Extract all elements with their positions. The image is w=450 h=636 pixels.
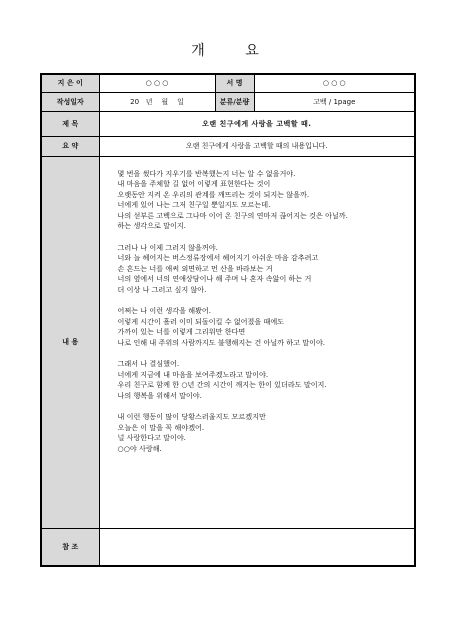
content-line: 손 흔드는 너를 애써 외면하고 먼 산을 바라보는 거 [117,263,273,273]
signature-label: 서 명 [215,74,254,92]
content-line: 나로 인해 내 주위의 사람까지도 불행해지는 건 아닐까 하고 말이야. [117,338,326,347]
content-line [118,232,405,243]
summary-form-table [40,73,416,567]
reference-label: 참 조 [41,528,99,566]
category-label: 분류/분량 [215,92,254,111]
content-line [118,349,405,360]
author-value: ○ ○ ○ [99,74,215,92]
content-line: 이렇게 시간이 흘러 이미 되돌이킬 수 없어졌을 때에도 [117,316,285,326]
content-line: 내 마음을 주체할 길 없어 이렇게 표현한다는 것이 [117,179,271,189]
content-line: 너와 늘 헤어지는 버스정류장에서 헤어지기 아쉬운 마음 감추려고 [117,253,319,263]
signature-value: ○ ○ ○ [254,74,415,92]
reference-row [41,528,415,566]
content-lines [118,169,405,455]
category-value: 고백 / 1page [254,92,415,111]
content-line: 오랫동안 지켜 온 우리의 관계를 깨뜨리는 것이 되지는 않을까. [117,189,310,199]
content-line: 더 이상 나 그러고 싶지 않아. [117,285,207,295]
summary-label: 요 약 [41,136,99,156]
author-row [41,74,415,92]
subject-row [41,111,415,136]
summary-value: 오랜 친구에게 사랑을 고백할 때의 내용입니다. [99,136,415,156]
content-line: 어쩌는 나 이런 생각을 해봤어. [117,306,212,316]
content-line: 너에게 있어 나는 그저 친구일 뿐일지도 모르는데. [117,200,271,210]
content-line: 오늘은 이 말을 꼭 해야겠어. [117,422,205,432]
content-line: 우리 친구로 함께 한 ○년 간의 시간이 깨지는 한이 있더라도 말이지. [117,380,327,390]
content-line [118,402,405,413]
content-line: ○○야 사랑해. [117,443,162,453]
summary-row [41,136,415,156]
content-row [41,156,415,528]
content-body [99,156,415,528]
content-line: 몇 번을 썼다가 지우기를 반복했는지 너는 알 수 없을거야. [117,168,296,178]
document-title: 개 요 [191,43,277,59]
date-label: 작성일자 [41,92,99,111]
content-line: 그래서 나 결심했어. [117,359,180,369]
subject-label: 제 목 [41,111,99,136]
content-line: 널 사랑한다고 말이야. [117,433,186,443]
author-label: 지 은 이 [41,74,99,92]
date-value: 20 년 월 일 [99,92,215,111]
content-line: 내 이런 행동이 많이 당황스러울지도 모르겠지만 [117,412,266,422]
content-line: 가까이 있는 너를 이렇게 그리워만 한다면 [117,327,246,337]
date-category-row [41,92,415,111]
reference-value [99,528,415,566]
subject-value: 오랜 친구에게 사랑을 고백할 때. [99,111,415,136]
content-line: 하는 생각으로 말이지. [117,221,186,231]
content-line [118,296,405,307]
content-line: 그러나 나 이제 그러지 않을꺼야. [117,242,218,252]
content-line: 너에게 지금에 내 마음을 보여주겠노라고 말이야. [117,369,269,379]
content-label: 내 용 [41,156,99,528]
content-line: 나의 섣부른 고백으로 그나마 이어 온 친구의 연마저 끊어지는 것은 아닐까. [117,210,348,220]
content-line: 나의 행복을 위해서 말이야. [117,390,202,400]
content-line: 너의 옆에서 너의 연애상담이나 해 주며 나 혼자 속앓이 하는 거 [117,274,312,284]
